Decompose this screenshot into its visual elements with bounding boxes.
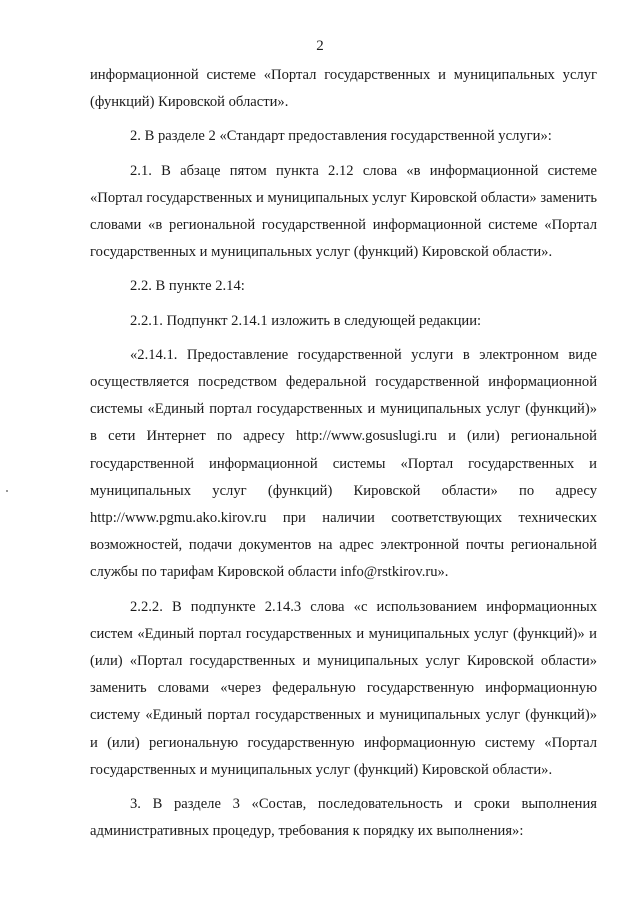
paragraph-section-2: 2. В разделе 2 «Стандарт предоставления государственной услуги»: <box>130 128 552 145</box>
scan-speck <box>6 490 8 492</box>
page-number: 2 <box>316 38 324 54</box>
paragraph-2-14-1-quote: «2.14.1. Предоставление государственной услуги в электронном виде осуществляется посредством федеральной государственной информационной системы «Единый портал государственных и муниципальных услуг (функций)» в сети Интернет по адресу http://www.gosuslugi.ru и (или) региональной государственной информационной системы «Портал государственных и муниципальных услуг (функций) Кировской области» по адресу http://www.pgmu.ako.kirov.ru при наличии соответствующих технических возможностей, подачи документов на адрес электронной почты региональной службы по тарифам Кировской области info@rstkirov.ru». <box>90 346 597 581</box>
paragraph-2-2-2: 2.2.2. В подпункте 2.14.3 слова «с использованием информационных систем «Единый портал государственных и муниципальных услуг (функций)» и (или) «Портал государственных и муниципальных услуг Кировской области» заменить словами «через федеральную государственную информационную систему «Единый портал государственных и муниципальных услуг (функций)» и (или) региональную государственную информационную систему «Портал государственных и муниципальных услуг (функций) Кировской области». <box>90 598 597 778</box>
paragraph-2-2: 2.2. В пункте 2.14: <box>130 278 245 295</box>
paragraph-continuation: информационной системе «Портал государственных и муниципальных услуг (функций) Кировской области». <box>90 67 597 111</box>
document-body <box>90 62 597 845</box>
paragraph-section-3: 3. В разделе 3 «Состав, последовательность и сроки выполнения административных процедур, требования к порядку их выполнения»: <box>90 796 597 840</box>
paragraph-2-1: 2.1. В абзаце пятом пункта 2.12 слова «в информационной системе «Портал государственных и муниципальных услуг Кировской области» заменить словами «в региональной государственной информационной системе «Портал государственных и муниципальных услуг (функций) Кировской области». <box>90 162 597 261</box>
paragraph-2-2-1: 2.2.1. Подпункт 2.14.1 изложить в следующей редакции: <box>130 312 482 329</box>
